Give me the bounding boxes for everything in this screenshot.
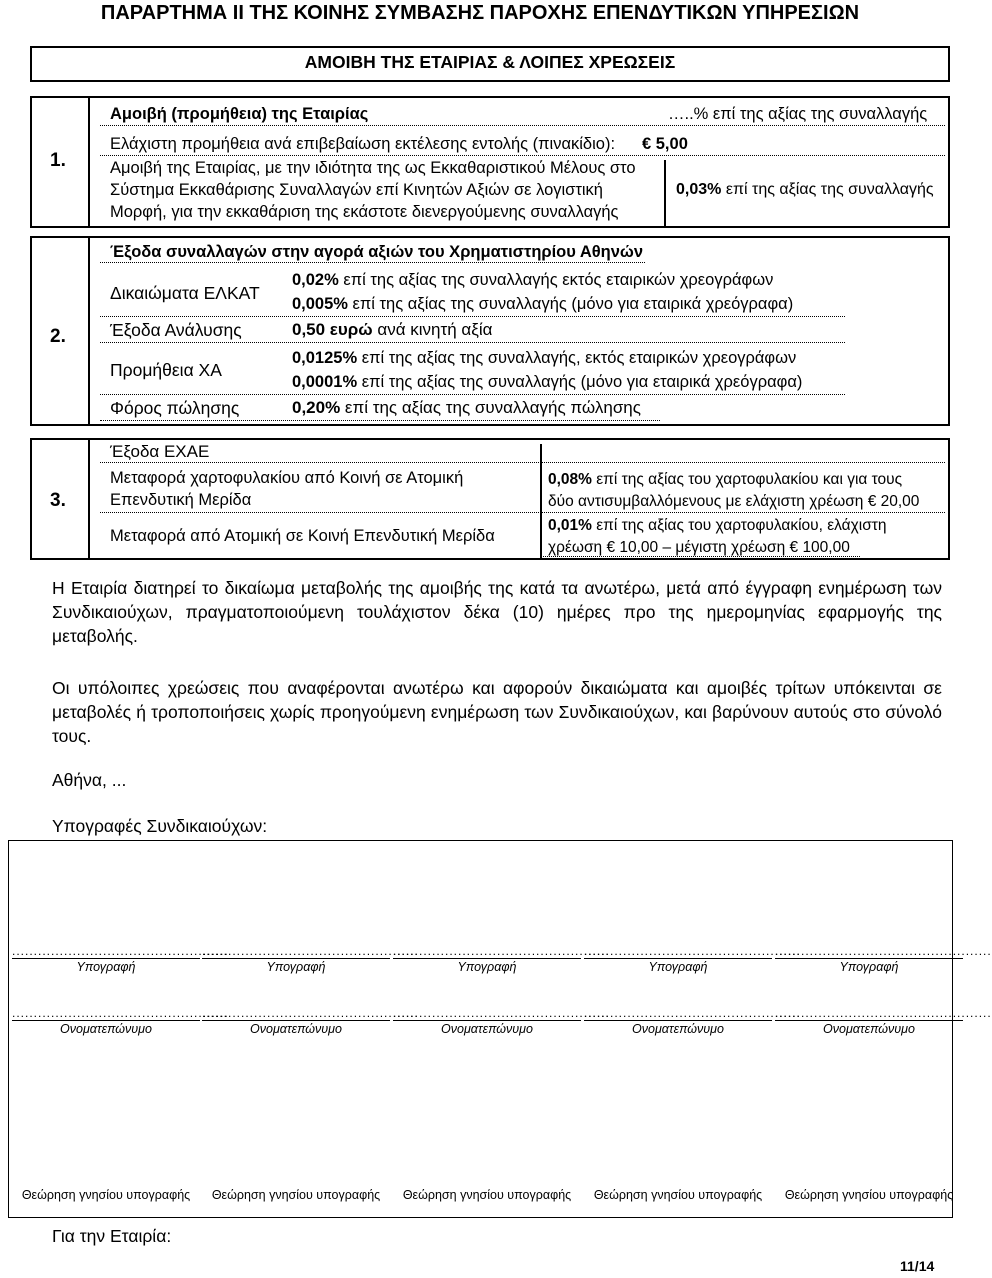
transfer-1-text: επί της αξίας του χαρτοφυλακίου και για τους bbox=[591, 471, 903, 488]
row-tax-bold: 0,20% bbox=[292, 398, 341, 417]
section-3-col-divider bbox=[540, 444, 542, 558]
section-3-number: 3. bbox=[50, 490, 66, 511]
row-xa-text-2: επί της αξίας της συναλλαγής (μόνο για εταιρικά χρεόγραφα) bbox=[357, 373, 803, 391]
transfer-common-to-individual-label-2: Επενδυτική Μερίδα bbox=[110, 491, 252, 509]
row-xa-label: Προμήθεια ΧΑ bbox=[110, 360, 222, 380]
section-1-col-divider bbox=[664, 160, 666, 226]
row-analysis-text: ανά κινητή αξία bbox=[372, 320, 493, 339]
sig-signature-1 bbox=[12, 944, 229, 974]
section-3-divider bbox=[88, 438, 90, 560]
sig-signature-3 bbox=[393, 944, 610, 974]
sig-signature-verification-label: Θεώρηση γνησίου υπογραφής bbox=[211, 1188, 381, 1202]
sig-signature-label: Υπογραφή bbox=[202, 958, 390, 974]
sig-signature-5 bbox=[775, 944, 992, 974]
section-1-heading: Αμοιβή (προμήθεια) της Εταιρίας bbox=[110, 105, 369, 123]
clearing-line-3: Μορφή, για την εκκαθάριση της εκάστοτε διενεργούμενης συναλλαγής bbox=[110, 203, 619, 221]
sig-signature-verification-label: Θεώρηση γνησίου υπογραφής bbox=[21, 1188, 191, 1202]
row-elkat-bold-2: 0,005% bbox=[292, 295, 348, 313]
section-2-dotted bbox=[100, 420, 660, 421]
transfer-common-to-individual-value-2: δύο αντισυμβαλλόμενους με ελάχιστη χρέωση € 20,00 bbox=[548, 493, 920, 510]
section-3-dotted bbox=[100, 512, 945, 513]
document-title: ΠΑΡΑΡΤΗΜΑ ΙΙ ΤΗΣ ΚΟΙΝΗΣ ΣΥΜΒΑΣΗΣ ΠΑΡΟΧΗΣ ΕΠΕΝΔΥΤΙΚΩΝ ΥΠΗΡΕΣΙΩΝ bbox=[100, 2, 860, 24]
sig-signature-label: Υπογραφή bbox=[775, 958, 963, 974]
row-xa-bold-1: 0,0125% bbox=[292, 349, 358, 367]
document-subtitle: ΑΜΟΙΒΗ ΤΗΣ ΕΤΑΙΡΙΑΣ & ΛΟΙΠΕΣ ΧΡΕΩΣΕΙΣ bbox=[304, 52, 676, 72]
sig-signature-verification-5 bbox=[775, 1188, 963, 1202]
sig-dots: .................................................. bbox=[775, 944, 992, 958]
section-2-heading: Έξοδα συναλλαγών στην αγορά αξιών του Χρηματιστηρίου Αθηνών bbox=[110, 243, 644, 261]
sig-dots: .................................................. bbox=[775, 1006, 992, 1020]
sig-dots: .................................................. bbox=[202, 944, 419, 958]
sig-dots: .................................................. bbox=[393, 944, 610, 958]
section-3-dotted bbox=[100, 462, 945, 463]
sig-dots: .................................................. bbox=[584, 1006, 801, 1020]
paragraph-third-party-fees: Οι υπόλοιπες χρεώσεις που αναφέρονται ανωτέρω και αφορούν δικαιώματα και αμοιβές τρίτων υπόκεινται σε μεταβολές ή τροποποιήσεις χωρίς προηγούμενη ενημέρωση των Συνδικαιούχων, και βαρύνουν αυτούς στο σύνολό τους. bbox=[52, 678, 942, 746]
clearing-value-bold: 0,03% bbox=[676, 181, 722, 198]
section-2-dotted bbox=[100, 394, 845, 395]
sig-signature-verification-label: Θεώρηση γνησίου υπογραφής bbox=[784, 1188, 954, 1202]
transfer-individual-to-common-label: Μεταφορά από Ατομική σε Κοινή Επενδυτική Μερίδα bbox=[110, 527, 495, 545]
sig-signature-verification-label: Θεώρηση γνησίου υπογραφής bbox=[402, 1188, 572, 1202]
section-1-dotted bbox=[100, 155, 945, 156]
sig-signature-4 bbox=[584, 944, 801, 974]
sig-dots: .................................................. bbox=[393, 1006, 610, 1020]
sig-full-name-label: Ονοματεπώνυμο bbox=[584, 1020, 772, 1036]
section-1-dotted bbox=[100, 125, 945, 126]
transfer-1-bold: 0,08% bbox=[548, 471, 592, 488]
section-3-heading: Έξοδα ΕΧΑΕ bbox=[110, 442, 210, 461]
transfer-2-text: επί της αξίας του χαρτοφυλακίου, ελάχιστη bbox=[591, 517, 887, 534]
sig-signature-verification-1 bbox=[12, 1188, 200, 1202]
sig-signature-label: Υπογραφή bbox=[584, 958, 772, 974]
sig-signature-label: Υπογραφή bbox=[393, 958, 581, 974]
row-elkat-text-2: επί της αξίας της συναλλαγής (μόνο για εταιρικά χρεόγραφα) bbox=[347, 295, 794, 313]
sig-full-name-label: Ονοματεπώνυμο bbox=[12, 1020, 200, 1036]
sig-full-name-1 bbox=[12, 1006, 229, 1036]
company-label: Για την Εταιρία: bbox=[52, 1226, 172, 1246]
clearing-line-2: Σύστημα Εκκαθάρισης Συναλλαγών επί Κινητών Αξιών σε λογιστική bbox=[110, 181, 603, 199]
sig-full-name-3 bbox=[393, 1006, 610, 1036]
sig-full-name-5 bbox=[775, 1006, 992, 1036]
row-analysis-value bbox=[292, 320, 492, 340]
row-elkat-value-2 bbox=[292, 294, 793, 314]
section-2-dotted bbox=[100, 262, 645, 263]
section-2-divider bbox=[88, 236, 90, 426]
sig-full-name-2 bbox=[202, 1006, 419, 1036]
row-analysis-label: Έξοδα Ανάλυσης bbox=[110, 320, 242, 340]
signatures-heading: Υπογραφές Συνδικαιούχων: bbox=[52, 816, 268, 836]
transfer-2-bold: 0,01% bbox=[548, 517, 592, 534]
sig-signature-verification-4 bbox=[584, 1188, 772, 1202]
row-elkat-value-1 bbox=[292, 270, 773, 290]
row-xa-value-2 bbox=[292, 372, 802, 392]
sig-signature-verification-2 bbox=[202, 1188, 390, 1202]
clearing-value bbox=[676, 180, 934, 200]
sig-signature-label: Υπογραφή bbox=[12, 958, 200, 974]
min-fee-label: Ελάχιστη προμήθεια ανά επιβεβαίωση εκτέλεσης εντολής (πινακίδιο): bbox=[110, 135, 616, 153]
sig-full-name-label: Ονοματεπώνυμο bbox=[393, 1020, 581, 1036]
row-elkat-label: Δικαιώματα ΕΛΚΑΤ bbox=[110, 283, 260, 303]
sig-full-name-label: Ονοματεπώνυμο bbox=[775, 1020, 963, 1036]
section-2-dotted bbox=[100, 342, 845, 343]
row-elkat-text-1: επί της αξίας της συναλλαγής εκτός εταιρικών χρεογράφων bbox=[338, 271, 774, 289]
row-elkat-bold-1: 0,02% bbox=[292, 271, 339, 289]
transfer-common-to-individual-label-1: Μεταφορά χαρτοφυλακίου από Κοινή σε Ατομική bbox=[110, 469, 464, 487]
section-1-divider bbox=[88, 96, 90, 228]
row-tax-text: επί της αξίας της συναλλαγής πώλησης bbox=[340, 398, 641, 417]
sig-full-name-4 bbox=[584, 1006, 801, 1036]
sig-signature-verification-label: Θεώρηση γνησίου υπογραφής bbox=[593, 1188, 763, 1202]
place-date: Αθήνα, ... bbox=[52, 770, 127, 790]
row-tax-label: Φόρος πώλησης bbox=[110, 398, 240, 418]
section-3-dotted bbox=[540, 556, 860, 557]
row-tax-value bbox=[292, 398, 641, 418]
section-1-number: 1. bbox=[50, 150, 66, 171]
row-xa-value-1 bbox=[292, 348, 796, 368]
paragraph-fee-change: Η Εταιρία διατηρεί το δικαίωμα μεταβολής της αμοιβής της κατά τα ανωτέρω, μετά από έγγραφη ενημέρωση των Συνδικαιούχων, πραγματοποιούμενη τουλάχιστον δέκα (10) ημέρες προ της ημερομηνίας εφαρμογής της μεταβολής. bbox=[52, 578, 942, 646]
sig-dots: .................................................. bbox=[584, 944, 801, 958]
row-xa-bold-2: 0,0001% bbox=[292, 373, 358, 391]
sig-dots: .................................................. bbox=[202, 1006, 419, 1020]
section-2-number: 2. bbox=[50, 326, 66, 347]
transfer-common-to-individual-value-1 bbox=[548, 470, 902, 490]
row-xa-text-1: επί της αξίας της συναλλαγής, εκτός εταιρικών χρεογράφων bbox=[357, 349, 797, 367]
min-fee-value: € 5,00 bbox=[642, 135, 688, 153]
section-2-dotted bbox=[100, 316, 845, 317]
section-1-heading-value: …..% επί της αξίας της συναλλαγής bbox=[668, 105, 928, 123]
row-analysis-bold: 0,50 ευρώ bbox=[292, 320, 373, 339]
clearing-value-rest: επί της αξίας της συναλλαγής bbox=[721, 181, 934, 198]
transfer-individual-to-common-value-2: χρέωση € 10,00 – μέγιστη χρέωση € 100,00 bbox=[548, 539, 850, 556]
clearing-line-1: Αμοιβή της Εταιρίας, με την ιδιότητα της ως Εκκαθαριστικού Μέλους στο bbox=[110, 159, 636, 177]
sig-signature-2 bbox=[202, 944, 419, 974]
sig-full-name-label: Ονοματεπώνυμο bbox=[202, 1020, 390, 1036]
page-number: 11/14 bbox=[900, 1258, 935, 1274]
sig-signature-verification-3 bbox=[393, 1188, 581, 1202]
transfer-individual-to-common-value-1 bbox=[548, 516, 887, 536]
sig-dots: .................................................. bbox=[12, 1006, 229, 1020]
sig-dots: .................................................. bbox=[12, 944, 229, 958]
